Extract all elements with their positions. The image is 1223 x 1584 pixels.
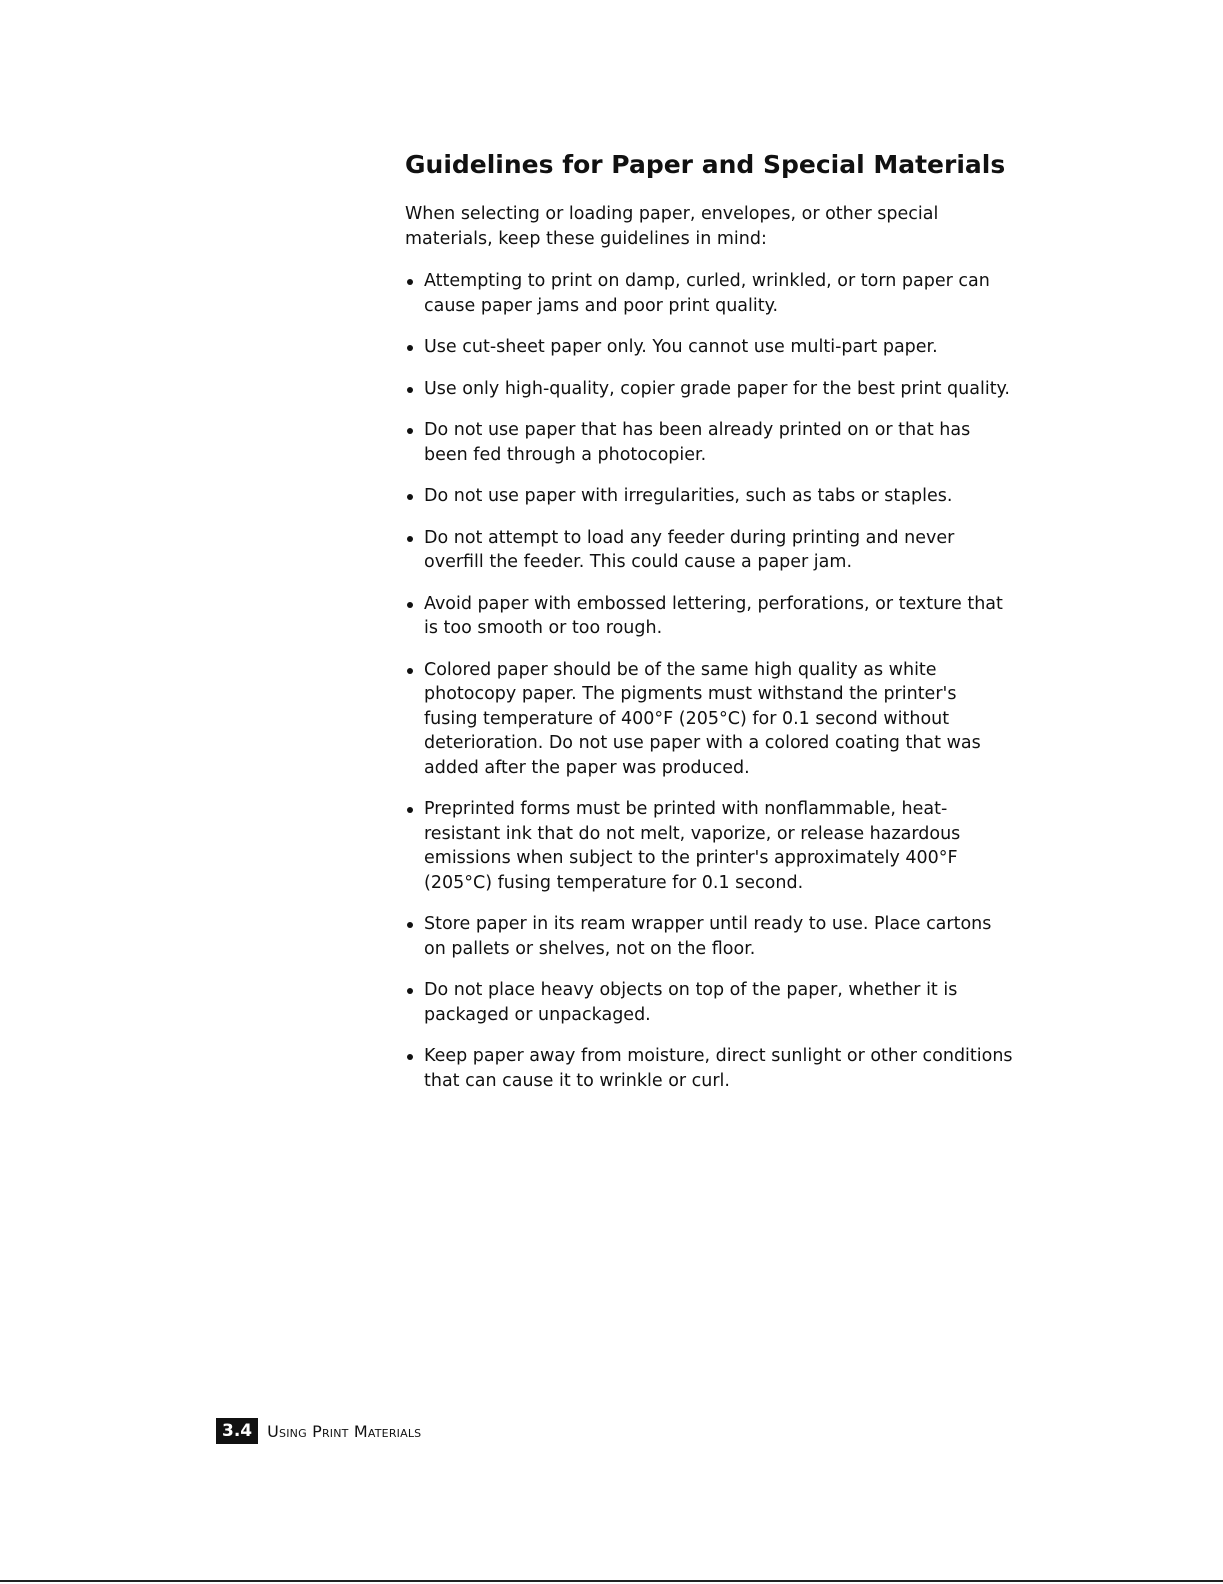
- guidelines-list: [405, 269, 1015, 1110]
- bullet-icon: [407, 279, 413, 285]
- bullet-icon: [407, 387, 413, 393]
- guideline-item: [405, 377, 1015, 402]
- page-title: Guidelines for Paper and Special Materials: [405, 150, 1006, 179]
- bullet-icon: [407, 1054, 413, 1060]
- guideline-text: Do not use paper that has been already printed on or that has been fed through a photocopier.: [424, 420, 971, 465]
- guideline-text: Store paper in its ream wrapper until ready to use. Place cartons on pallets or shelves, not on the floor.: [424, 914, 992, 959]
- guideline-item: [405, 592, 1015, 641]
- guideline-text: Do not place heavy objects on top of the paper, whether it is packaged or unpackaged.: [424, 980, 958, 1025]
- bullet-icon: [407, 494, 413, 500]
- guideline-text: Keep paper away from moisture, direct sunlight or other conditions that can cause it to wrinkle or curl.: [424, 1046, 1013, 1091]
- guideline-item: [405, 658, 1015, 781]
- guideline-item: [405, 484, 1015, 509]
- guideline-item: [405, 978, 1015, 1027]
- guideline-text: Do not attempt to load any feeder during printing and never overfill the feeder. This could cause a paper jam.: [424, 527, 955, 572]
- guideline-text: Preprinted forms must be printed with nonflammable, heat-resistant ink that do not melt, vaporize, or release hazardous emissions when subject to the printer's approximately 400°F (205°C) fusing temperature for 0.1 second.: [424, 799, 961, 893]
- bullet-icon: [407, 602, 413, 608]
- intro-paragraph: When selecting or loading paper, envelopes, or other special materials, keep these guidelines in mind:: [405, 204, 939, 249]
- bullet-icon: [407, 428, 413, 434]
- guideline-text: Colored paper should be of the same high quality as white photocopy paper. The pigments must withstand the printer's fusing temperature of 400°F (205°C) for 0.1 second without deterioration. Do not use paper with a colored coating that was added after the paper was produced.: [424, 659, 981, 778]
- chapter-title: Using Print Materials: [267, 1421, 422, 1441]
- bullet-icon: [407, 922, 413, 928]
- bullet-icon: [407, 668, 413, 674]
- guideline-text: Attempting to print on damp, curled, wrinkled, or torn paper can cause paper jams and poor print quality.: [424, 271, 990, 316]
- guideline-text: Use cut-sheet paper only. You cannot use multi-part paper.: [424, 337, 938, 357]
- bullet-icon: [407, 536, 413, 542]
- guideline-item: [405, 797, 1015, 895]
- guideline-item: [405, 418, 1015, 467]
- bullet-icon: [407, 345, 413, 351]
- guideline-text: Avoid paper with embossed lettering, perforations, or texture that is too smooth or too rough.: [424, 593, 1003, 638]
- page-footer: [216, 1418, 421, 1444]
- page-number-badge: 3.4: [216, 1418, 258, 1444]
- guideline-text: Use only high-quality, copier grade paper for the best print quality.: [424, 378, 1010, 399]
- guideline-item: [405, 269, 1015, 318]
- bottom-rule: [0, 1580, 1223, 1582]
- guideline-item: [405, 526, 1015, 575]
- guideline-text: Do not use paper with irregularities, such as tabs or staples.: [424, 486, 953, 506]
- guideline-item: [405, 912, 1015, 961]
- guideline-item: [405, 1044, 1015, 1093]
- bullet-icon: [407, 807, 413, 813]
- guideline-item: [405, 335, 1015, 360]
- bullet-icon: [407, 988, 413, 994]
